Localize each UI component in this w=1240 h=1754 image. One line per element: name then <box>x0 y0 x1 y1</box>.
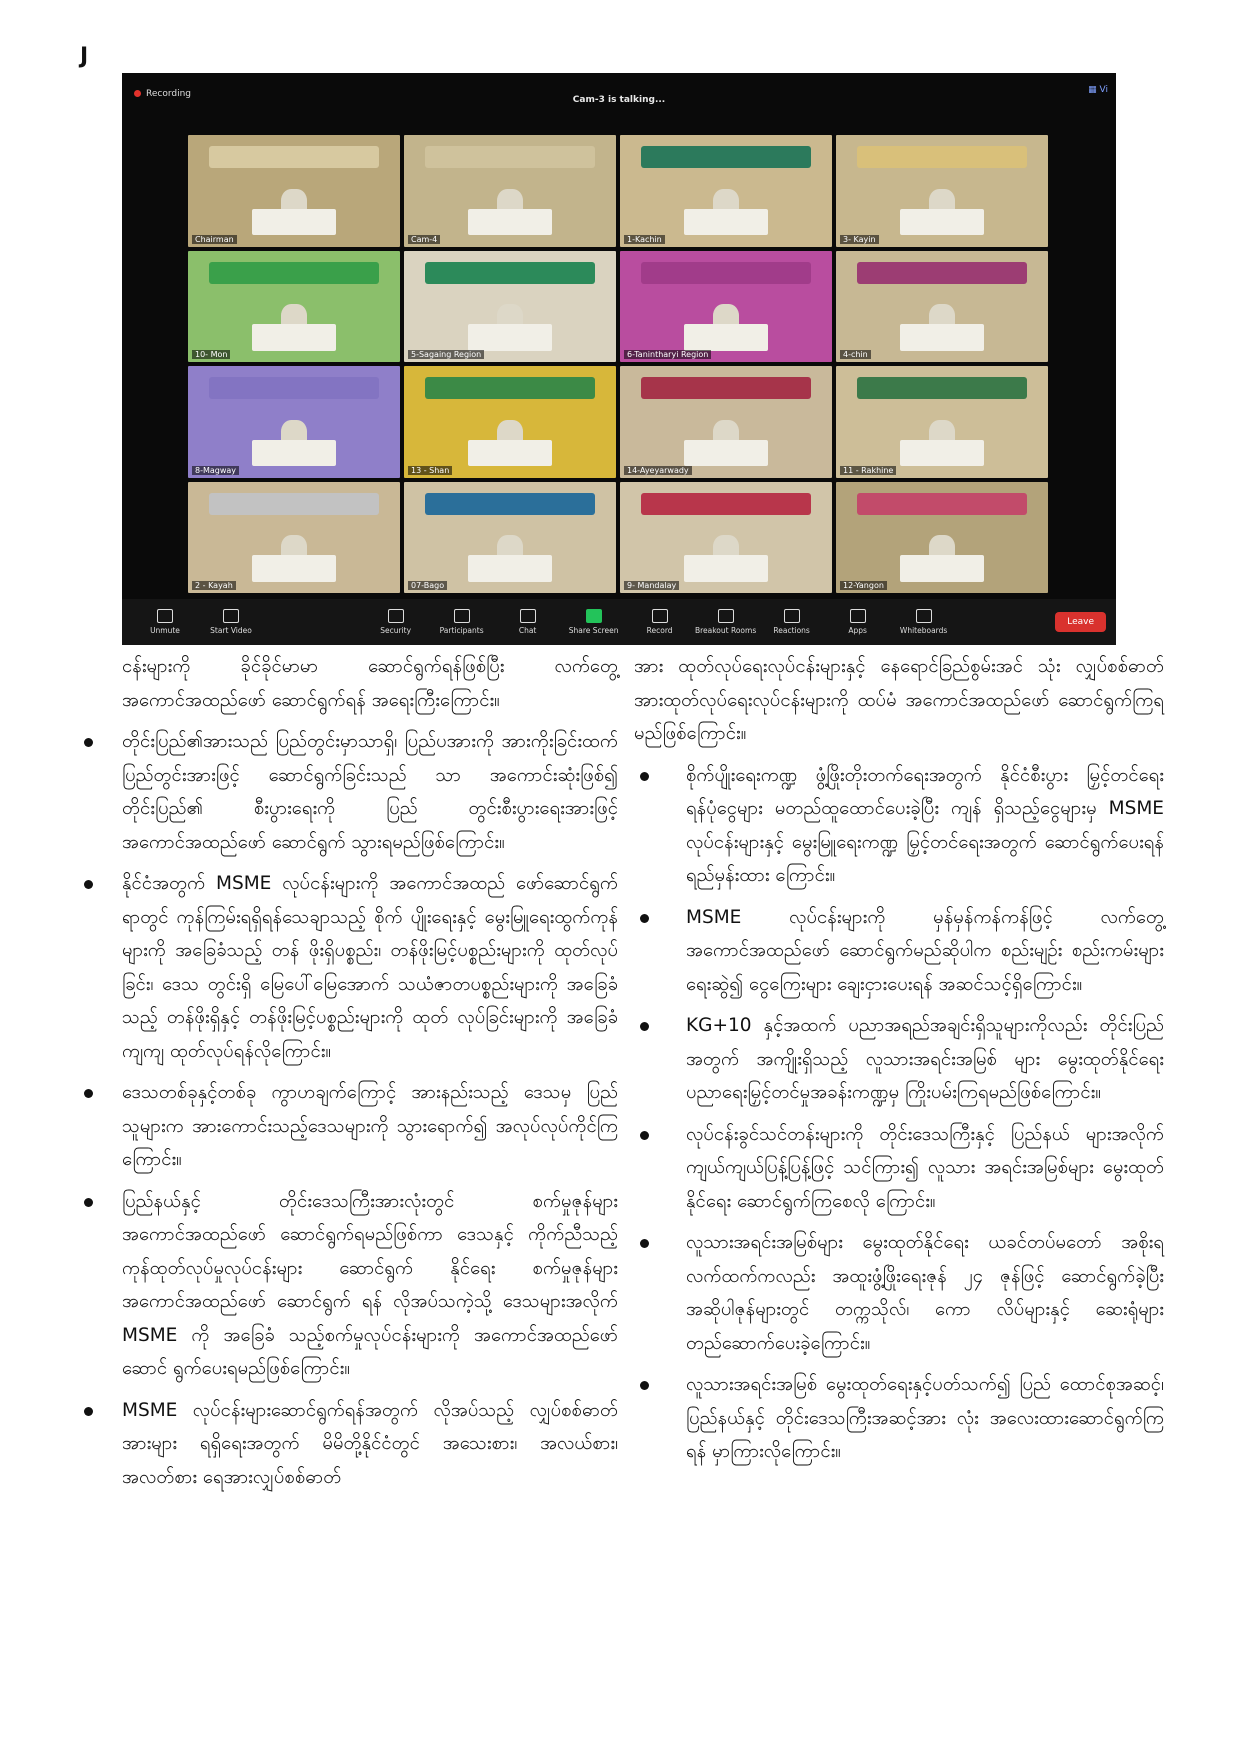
bullet-text: MSME လုပ်ငန်းများကို မှန်မှန်ကန်ကန်ဖြင့် လက်တွေ့ အကောင်အထည်ဖော် ဆောင်ရွက်မည်ဆိုပါက စည်းမျဉ်း စည်းကမ်းများ ရေးဆွဲ၍ ငွေကြေးများ ချေးငှားပေးရန် အဆင်သင့်ရှိကြောင်း။ <box>686 906 1164 995</box>
video-conference-screenshot <box>122 73 1116 645</box>
desk <box>468 209 553 236</box>
bullet-item <box>78 1394 618 1495</box>
desk <box>252 440 337 467</box>
participant-name-label: 2 - Kayah <box>192 581 236 590</box>
participant-grid <box>188 135 1048 593</box>
page-label: J <box>80 44 89 69</box>
participant-tile[interactable] <box>188 251 400 363</box>
share-screen-button[interactable] <box>561 609 627 635</box>
participant-name-label: 9- Mandalay <box>624 581 679 590</box>
participant-tile[interactable] <box>404 366 616 478</box>
bullet-item <box>634 1009 1164 1110</box>
participant-tile[interactable] <box>620 135 832 247</box>
bullet-text: ပြည်နယ်နှင့် တိုင်းဒေသကြီးအားလုံးတွင် စက်မှုဇုန်များ အကောင်အထည်ဖော် ဆောင်ရွက်ရမည်ဖြစ်ကာ ဒေသနှင့် ကိုက်ညီသည့် ကုန်ထုတ်လုပ်မှုလုပ်ငန်းများ ဆောင်ရွက် နိုင်ရေး စက်မှုဇုန်များ အကောင်အထည်ဖော် ဆောင်ရွက် ရန် လိုအပ်သကဲ့သို့ ဒေသများအလိုက် MSME ကို အခြေခံ သည့်စက်မှုလုပ်ငန်းများကို အကောင်အထည်ဖော် ဆောင် ရွက်ပေးရမည်ဖြစ်ကြောင်း။ <box>122 1190 618 1379</box>
participant-tile[interactable] <box>188 482 400 594</box>
participant-tile[interactable] <box>836 135 1048 247</box>
reactions-button[interactable] <box>759 609 825 635</box>
bullet-item <box>634 1368 1164 1469</box>
office-banner <box>857 146 1027 168</box>
participant-name-label: 6-Tanintharyi Region <box>624 350 711 359</box>
office-banner <box>641 493 811 515</box>
desk <box>900 555 985 582</box>
office-banner <box>641 377 811 399</box>
participant-tile[interactable] <box>404 482 616 594</box>
bullet-text: KG+10 နှင့်အထက် ပညာအရည်အချင်းရှိသူများကိုလည်း တိုင်းပြည်အတွက် အကျိုးရှိသည့် လူသားအရင်းအမြစ် များ မွေးထုတ်နိုင်ရေး ပညာရေးမြှင့်တင်မှုအခန်းကဏ္ဍမှ ကြိုးပမ်းကြရမည်ဖြစ်ကြောင်း။ <box>686 1015 1164 1103</box>
share-arrow-icon <box>586 609 602 623</box>
participant-tile[interactable] <box>836 366 1048 478</box>
bullet-item <box>634 1118 1164 1219</box>
grid-icon <box>718 609 734 623</box>
participant-name-label: 13 - Shan <box>408 466 452 475</box>
bullet-icon <box>84 880 93 889</box>
apps-label: Apps <box>848 626 867 635</box>
office-banner <box>857 262 1027 284</box>
people-icon <box>454 609 470 623</box>
bullet-text: လူသားအရင်းအမြစ်များ မွေးထုတ်နိုင်ရေး ယခင်တပ်မတော် အစိုးရလက်ထက်ကလည်း အထူးဖွံ့ဖြိုးရေးဇုန် ၂၄ ဇုန်ဖြင့် ဆောင်ရွက်ခဲ့ပြီး အဆိုပါဇုန်များတွင် တက္ကသိုလ်၊ ကော လိပ်များနှင့် ဆေးရုံများ တည်ဆောက်ပေးခဲ့ကြောင်း။ <box>686 1232 1164 1354</box>
bullet-item <box>78 725 618 859</box>
participants-button[interactable] <box>429 609 495 635</box>
office-banner <box>857 377 1027 399</box>
bullet-item <box>78 1185 618 1386</box>
office-banner <box>425 146 595 168</box>
bullet-item <box>634 759 1164 893</box>
chat-button[interactable] <box>495 609 561 635</box>
recording-label: Recording <box>146 89 192 99</box>
participant-name-label: 12-Yangon <box>840 581 887 590</box>
left-continuation-text: ငန်းများကို ခိုင်ခိုင်မာမာ ဆောင်ရွက်ရန်ဖြစ်ပြီး လက်တွေ့ အကောင်အထည်ဖော် ဆောင်ရွက်ရန် အရေးကြီးကြောင်း။ <box>122 656 618 711</box>
right-continuation-text: အား ထုတ်လုပ်ရေးလုပ်ငန်းများနှင့် နေရောင်ခြည်စွမ်းအင် သုံး လျှပ်စစ်ဓာတ်အားထုတ်လုပ်ရေးလုပ်ငန်းများကို ထပ်မံ အကောင်အထည်ဖော် ဆောင်ရွက်ကြရမည်ဖြစ်ကြောင်း။ <box>634 656 1164 744</box>
participant-name-label: 3- Kayin <box>840 235 879 244</box>
breakout-rooms-label: Breakout Rooms <box>694 626 757 635</box>
record-label: Record <box>646 626 673 635</box>
right-bullet-list <box>634 759 1164 1469</box>
bullet-icon <box>84 1407 93 1416</box>
camera-icon <box>223 609 239 623</box>
participant-name-label: 14-Ayeyarwady <box>624 466 692 475</box>
desk <box>900 324 985 351</box>
bullet-text: ဒေသတစ်ခုနှင့်တစ်ခု ကွာဟချက်ကြောင့် အားနည်းသည့် ဒေသမှ ပြည်သူများက အားကောင်းသည့်ဒေသများကို သွားရောက်၍ အလုပ်လုပ်ကိုင်ကြကြောင်း။ <box>122 1082 618 1170</box>
participant-name-label: 07-Bago <box>408 581 447 590</box>
bullet-text: လုပ်ငန်းခွင်သင်တန်းများကို တိုင်းဒေသကြီးနှင့် ပြည်နယ် များအလိုက် ကျယ်ကျယ်ပြန့်ပြန့်ဖြင့် သင်ကြား၍ လူသား အရင်းအမြစ်များ မွေးထုတ်နိုင်ရေး ဆောင်ရွက်ကြစေလို ကြောင်း။ <box>686 1123 1164 1212</box>
record-button[interactable] <box>627 609 693 635</box>
share-screen-label: Share Screen <box>568 626 619 635</box>
desk <box>252 555 337 582</box>
bullet-icon <box>84 1089 93 1098</box>
desk <box>684 555 769 582</box>
chat-bubble-icon <box>520 609 536 623</box>
bullet-text: MSME လုပ်ငန်းများဆောင်ရွက်ရန်အတွက် လိုအပ်သည့် လျှပ်စစ်ဓာတ်အားများ ရရှိရေးအတွက် မိမိတို့နိုင်ငံတွင် အသေးစား၊ အလယ်စား၊ အလတ်စား ရေအားလျှပ်စစ်ဓာတ် <box>122 1399 618 1488</box>
chat-label: Chat <box>518 626 537 635</box>
smile-icon <box>784 609 800 623</box>
bullet-text: နိုင်ငံအတွက် MSME လုပ်ငန်းများကို အကောင်အထည် ဖော်ဆောင်ရွက်ရာတွင် ကုန်ကြမ်းရရှိရန်သေချာသည့် စိုက် ပျိုးရေးနှင့် မွေးမြူရေးထွက်ကုန်များကို အခြေခံသည့် တန် ဖိုးရှိပစ္စည်း၊ တန်ဖိုးမြင့်ပစ္စည်းများကို ထုတ်လုပ်ခြင်း၊ ဒေသ တွင်းရှိ မြေပေါ်မြေအောက် သယံဇာတပစ္စည်းများကို အခြေခံသည့် တန်ဖိုးရှိနှင့် တန်ဖိုးမြင့်ပစ္စည်းများကို ထုတ် လုပ်ခြင်းများကို အခြေခံကျကျ ထုတ်လုပ်ရန်လိုကြောင်း။ <box>122 873 618 1062</box>
bullet-text: လူသားအရင်းအမြစ် မွေးထုတ်ရေးနှင့်ပတ်သက်၍ ပြည် ထောင်စုအဆင့်၊ ပြည်နယ်နှင့် တိုင်းဒေသကြီးအဆင့်အား လုံး အလေးထားဆောင်ရွက်ကြရန် မှာကြားလိုကြောင်း။ <box>686 1374 1164 1462</box>
desk <box>468 324 553 351</box>
participant-name-label: 4-chin <box>840 350 871 359</box>
unmute-label: Unmute <box>150 626 180 635</box>
apps-button[interactable] <box>825 609 891 635</box>
view-button[interactable]: ▦ Vi <box>1088 85 1108 95</box>
bullet-icon <box>84 1198 93 1207</box>
left-bullet-list <box>78 725 618 1494</box>
participant-tile[interactable] <box>188 135 400 247</box>
start-video-button[interactable] <box>198 609 264 635</box>
participant-tile[interactable] <box>620 482 832 594</box>
desk <box>252 209 337 236</box>
office-banner <box>641 146 811 168</box>
talking-indicator: Cam-3 is talking... <box>572 95 666 105</box>
participant-name-label: Cam-4 <box>408 235 440 244</box>
bullet-icon <box>84 738 93 747</box>
security-label: Security <box>380 626 412 635</box>
office-banner <box>209 262 379 284</box>
bullet-icon <box>640 1022 649 1031</box>
bullet-icon <box>640 772 649 781</box>
participants-label: Participants <box>439 626 484 635</box>
participant-tile[interactable] <box>404 135 616 247</box>
office-banner <box>209 493 379 515</box>
view-label: Vi <box>1099 85 1108 95</box>
desk <box>684 209 769 236</box>
shield-icon <box>388 609 404 623</box>
participant-tile[interactable] <box>188 366 400 478</box>
desk <box>684 440 769 467</box>
office-banner <box>857 493 1027 515</box>
bullet-icon <box>640 914 649 923</box>
security-button[interactable] <box>363 609 429 635</box>
participant-name-label: 8-Magway <box>192 466 239 475</box>
meeting-toolbar <box>122 599 1116 645</box>
leave-button[interactable]: Leave <box>1055 612 1106 632</box>
desk <box>468 555 553 582</box>
desk <box>684 324 769 351</box>
right-column <box>634 650 1164 1477</box>
participant-name-label: Chairman <box>192 235 237 244</box>
office-banner <box>641 262 811 284</box>
desk <box>252 324 337 351</box>
bullet-item <box>634 901 1164 1002</box>
desk <box>468 440 553 467</box>
participant-tile[interactable] <box>620 251 832 363</box>
participant-name-label: 10- Mon <box>192 350 230 359</box>
participant-name-label: 5-Sagaing Region <box>408 350 484 359</box>
bullet-icon <box>640 1239 649 1248</box>
whiteboards-button[interactable] <box>891 609 957 635</box>
office-banner <box>209 377 379 399</box>
breakout-rooms-button[interactable] <box>693 609 759 635</box>
bullet-item <box>78 867 618 1068</box>
record-icon <box>652 609 668 623</box>
whiteboards-label: Whiteboards <box>899 626 948 635</box>
bullet-text: တိုင်းပြည်၏အားသည် ပြည်တွင်းမှာသာရှိ၊ ပြည်ပအားကို အားကိုးခြင်းထက် ပြည်တွင်းအားဖြင့် ဆောင်ရွက်ခြင်းသည် သာ အကောင်းဆုံးဖြစ်၍ တိုင်းပြည်၏ စီးပွားရေးကို ပြည် တွင်းစီးပွားရေးအားဖြင့် အကောင်အထည်ဖော် ဆောင်ရွက် သွားရမည်ဖြစ်ကြောင်း။ <box>122 731 618 853</box>
unmute-button[interactable] <box>132 609 198 635</box>
bullet-item <box>634 1226 1164 1360</box>
left-column <box>78 650 618 1502</box>
office-banner <box>425 377 595 399</box>
participant-name-label: 1-Kachin <box>624 235 665 244</box>
bullet-icon <box>640 1381 649 1390</box>
microphone-icon <box>157 609 173 623</box>
office-banner <box>425 493 595 515</box>
participant-tile[interactable] <box>620 366 832 478</box>
reactions-label: Reactions <box>773 626 810 635</box>
bullet-icon <box>640 1131 649 1140</box>
bullet-text: စိုက်ပျိုးရေးကဏ္ဍ ဖွံ့ဖြိုးတိုးတက်ရေးအတွက် နိုင်ငံစီးပွား မြှင့်တင်ရေးရန်ပုံငွေများ မတည်ထူထောင်ပေးခဲ့ပြီး ကျန် ရှိသည့်ငွေများမှ MSME လုပ်ငန်းများနှင့် မွေးမြူရေးကဏ္ဍ မြှင့်တင်ရေးအတွက် ဆောင်ရွက်ပေးရန် ရည်မှန်းထား ကြောင်း။ <box>686 764 1164 886</box>
office-banner <box>425 262 595 284</box>
bullet-item <box>78 1076 618 1177</box>
participant-tile[interactable] <box>836 482 1048 594</box>
start-video-label: Start Video <box>210 626 252 635</box>
desk <box>900 209 985 236</box>
participant-tile[interactable] <box>836 251 1048 363</box>
desk <box>900 440 985 467</box>
apps-icon <box>850 609 866 623</box>
office-banner <box>209 146 379 168</box>
participant-tile[interactable] <box>404 251 616 363</box>
participant-name-label: 11 - Rakhine <box>840 466 896 475</box>
whiteboard-icon <box>916 609 932 623</box>
